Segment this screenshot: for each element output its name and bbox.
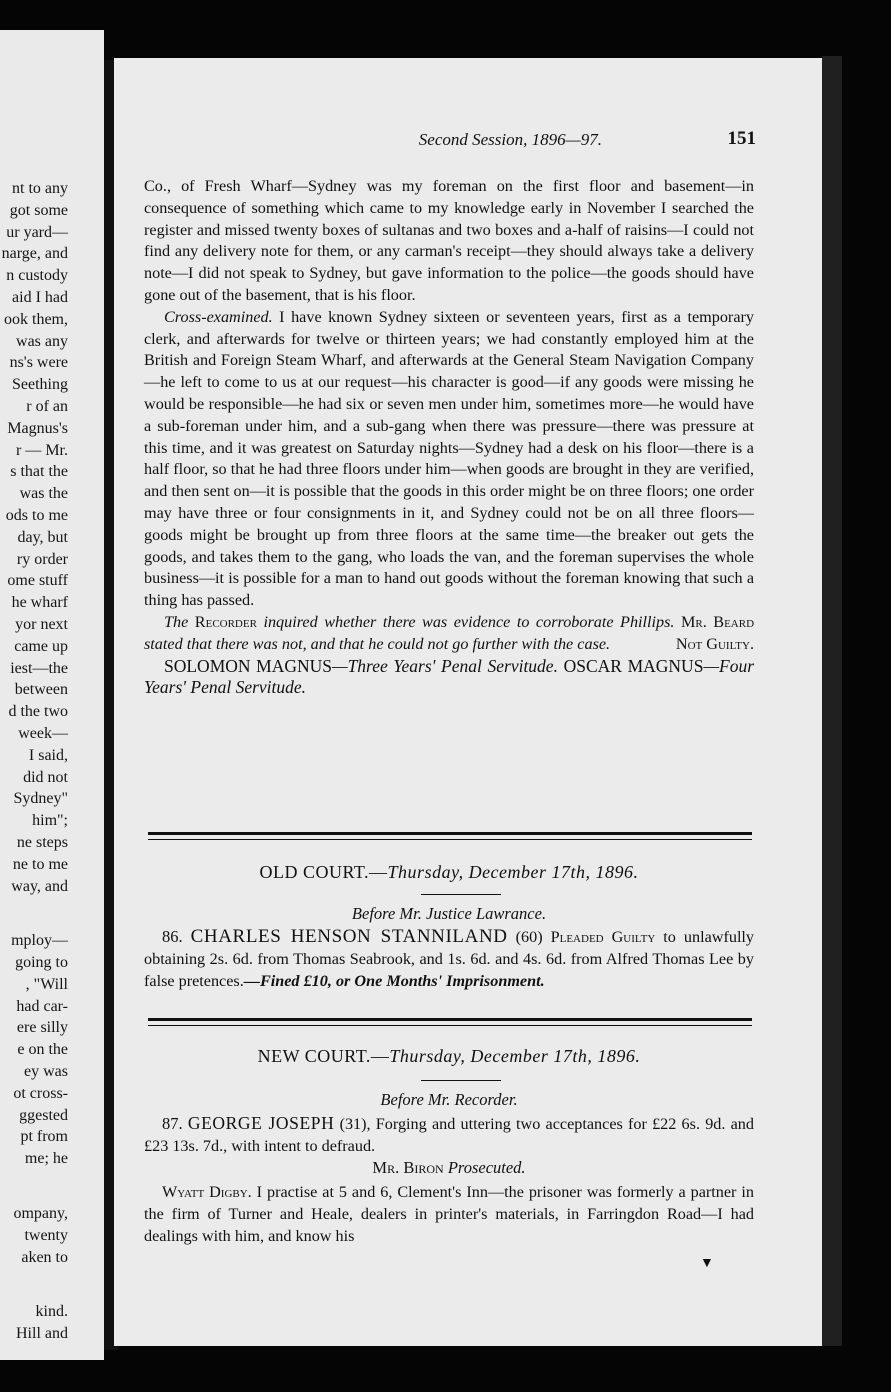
prosecutor-name: Mr. Biron [372,1158,444,1177]
left-page-line: yor next [15,615,68,633]
left-page-line: ook them, [4,310,68,328]
left-page-line: had car- [16,997,68,1015]
testimony-paragraph-2 [144,307,754,612]
left-page-line: got some [9,201,68,219]
witness-name: Wyatt Digby. [162,1183,252,1201]
left-page-line: aid I had [12,288,68,306]
old-court-title: OLD COURT.— [259,862,388,882]
left-page-line: twenty [24,1226,68,1244]
recorder-title: Recorder [194,612,257,631]
left-page-line: mploy— [11,932,68,950]
short-rule-2 [421,1080,501,1081]
witness-text: I practise at 5 and 6, Clement's Inn—the prisoner was formerly a partner in the firm of Turner and Heale, dealers in printer's materials, in Farringdon Road—I had dealings with him, and know his [144,1183,754,1245]
defendant-2-name: OSCAR MAGNUS [563,655,704,676]
left-page-line: ns's were [9,354,68,372]
page-mark-icon: ▼ [700,1256,714,1271]
left-page-line: kind. [35,1303,68,1321]
sentence-line [144,656,754,700]
left-page-line: nt to any [12,180,68,197]
left-page-line: ompany, [13,1205,68,1223]
left-page-line: ne to me [12,855,68,873]
left-page-text [0,178,68,1345]
cross-examination-text: I have known Sydney sixteen or seventeen years, first as a temporary clerk, and afterwards for twelve or thirteen years; we had constantly employed him at the British and Foreign Steam Wharf, and afterwards at the General Steam Navigation Company—he left to come to us at our request—his character is good—if any goods were missing he would be responsible—he had six or seven men under him, sometimes more—he would have a sub-foreman under him, and a sub-gang when there was pressure—there was pressure at this time, and it was greatest on Saturday nights—Sydney had a desk on his floor—there is a half floor, so that he had three floors under him—when goods are brought in they are verified, and then sent on—it is possible that the goods in this order might be on three floors; one order may have three or four consignments in it, and Sydney could not be on all three floors—goods might be brought up from three floors at the same time—the breaker out gets the goods, and takes them to the gang, who loads the van, and the foreman supervises the whole business—it is possible for a man to hand out goods without the foreman knowing that such a thing has passed. [144,307,754,610]
case-87-defendant: GEORGE JOSEPH [187,1113,335,1133]
left-page-line: him"; [32,812,68,830]
case-87-prosecutor [144,1158,754,1178]
left-page-line: Seething [12,376,68,394]
left-page [0,30,104,1360]
book-edge [822,56,842,1346]
left-page-line: week— [18,724,68,742]
left-page-line: was any [16,332,68,350]
left-page-line [0,1170,68,1203]
recorder-note-a: The [164,612,195,631]
left-page-line: Magnus's [7,419,68,437]
left-page-line: Sydney" [13,790,68,808]
prosecutor-role: Prosecuted. [447,1158,526,1177]
new-court-title: NEW COURT.— [257,1046,390,1066]
left-page-line: ur yard— [6,223,68,241]
case-86-charge: to unlawfully obtaining 2s. 6d. from Thomas Seabrook, and 1s. 6d. and 4s. 6d. from Alfred Thomas Lee by false pretences. [144,928,755,990]
left-page-line: , "Will [25,975,68,993]
old-court-heading [144,862,754,883]
new-court-heading [144,1046,754,1067]
recorder-note-c: stated that there was not, and that he could not go further with the case. [144,634,611,653]
left-page-line [0,897,68,930]
case-86-defendant: CHARLES HENSON STANNILAND [190,926,508,947]
defendant-1-name: SOLOMON MAGNUS [164,655,333,676]
case-86-sentence: —Fined £10, or One Months' Imprisonment. [243,971,545,990]
left-page-line: did not [23,768,68,786]
case-86 [144,926,754,992]
case-87-number: 87. [162,1114,183,1133]
defendant-2-sentence: —Four Years' Penal Servitude. [144,655,754,698]
left-page-line: between [14,681,68,699]
case-87-charge: (31), Forging and uttering two acceptances for £22 6s. 9d. and £23 13s. 7d., with intent to defraud. [144,1115,754,1155]
left-page-line: aken to [21,1248,68,1266]
old-court-judge: Before Mr. Justice Lawrance. [351,904,547,923]
left-page-line [0,1268,68,1301]
left-page-line: I said, [28,746,68,764]
beard-name: Mr. Beard [680,612,755,631]
left-page-line: ome stuff [7,572,68,590]
case-86-plea: Pleaded Guilty [550,928,656,946]
left-page-line: was the [19,485,68,503]
left-page-line: ey was [24,1063,68,1081]
recorder-note-b: inquired whether there was evidence to corroborate Phillips. [256,612,681,631]
left-page-line: ods to me [5,506,68,524]
new-court-judge: Before Mr. Recorder. [380,1090,518,1109]
left-page-line: ere silly [16,1019,68,1037]
left-page-line: s that the [10,463,68,481]
left-page-line: iest—the [10,659,68,677]
section-divider-2 [148,1018,752,1026]
left-page-line: going to [15,954,68,972]
left-page-line: ggested [19,1106,68,1124]
case-86-age: (60) [515,928,543,946]
case-86-number: 86. [162,927,183,946]
left-page-line: r — Mr. [16,441,68,459]
left-page-line: day, but [17,528,68,546]
left-page-line: ry order [16,550,68,568]
left-page-line: way, and [11,877,68,895]
verdict: Not Guilty. [675,634,754,653]
digby-testimony [144,1182,754,1247]
short-rule-1 [421,894,501,895]
left-page-line: d the two [8,703,68,721]
old-court-date: Thursday, December 17th, 1896. [387,862,639,882]
left-page-line: came up [14,637,68,655]
new-court-date: Thursday, December 17th, 1896. [389,1046,641,1066]
left-page-line: pt from [20,1128,68,1146]
left-page-line: r of an [26,397,68,415]
left-page-line: narge, and [1,245,68,263]
cross-examined-label: Cross-examined. [164,307,273,326]
right-page [114,58,822,1346]
left-page-line: n custody [6,267,68,285]
case-87 [144,1113,754,1158]
testimony-block [144,176,754,699]
left-page-line: ot cross- [13,1084,68,1102]
left-page-line: he wharf [11,594,68,612]
page-number: 151 [727,128,756,149]
left-page-line: me; he [24,1150,68,1168]
section-divider-1 [148,832,752,840]
testimony-paragraph-1: Co., of Fresh Wharf—Sydney was my foreman on the first floor and basement—in consequence of something which came to my knowledge early in November I searched the register and missed twenty boxes of sultanas and two boxes and a-half of raisins—I could not find any delivery note for them, or any carman's receipt—they should always take a delivery note—I did not speak to Sydney, but gave information to the police—the goods should have gone out of the basement, that is his floor. [144,177,754,304]
page-header [114,130,752,150]
left-page-line: Hill and [16,1325,68,1343]
running-title: Second Session, 1896—97. [418,130,602,149]
left-page-line: e on the [17,1041,68,1059]
defendant-1-sentence: —Three Years' Penal Servitude. [332,655,558,676]
left-page-line: ne steps [16,833,68,851]
